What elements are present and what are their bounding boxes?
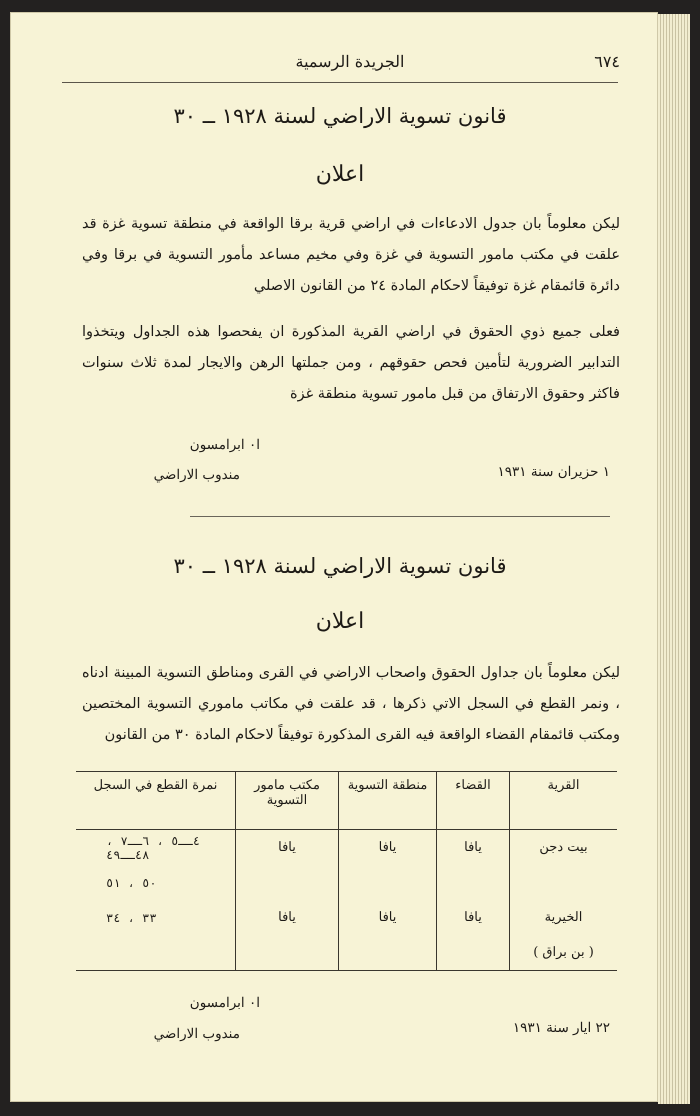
cell-office [236,865,339,900]
notice2-date: ٢٢ ايار سنة ١٩٣١ [512,1020,610,1036]
cell-office: يافا [236,830,339,866]
table-row [76,830,617,866]
table-row [76,900,617,935]
cell-office [236,935,339,971]
cell-office: يافا [236,900,339,935]
notice2-paragraph-1: ليكن معلوماً بان جداول الحقوق واصحاب الاراضي في القرى ومناطق التسوية المبينة ادناه ، ونمر القطع في السجل الاتي ذكرها ، قد علقت في مكاتب ماموري التسوية المختصين ومكتب قائمقام القضاء الواقعة فيه القرى المذكورة توفيقاً لاحكام المادة ٣٠ من القانون [82,665,620,743]
cell-village: الخيرية [510,900,618,935]
cell-village: بيت دجن [510,830,618,866]
cell-plots: ٤ــ٥ ، ٦ــ٧ ، ٤٨ــ٤٩ [106,833,200,862]
gazette-page [10,12,658,1102]
notice1-heading: اعلان [315,162,365,187]
cell-settlement-area: يافا [339,900,437,935]
cell-village: ( بن براق ) [510,935,618,971]
notice2-title: قانون تسوية الاراضي لسنة ١٩٢٨ ــ ٣٠ [173,554,507,578]
col-district-header: القضاء [437,772,510,830]
cell-district [437,865,510,900]
cell-district: يافا [437,830,510,866]
notice1-paragraph-1: ليكن معلوماً بان جدول الادعاءات في اراضي قرية برقا الواقعة في منطقة تسوية غزة قد علقت في مكتب مامور التسوية في غزة وفي مخيم مساعد مأمور التسوية في برقا وفي دائرة قائمقام غزة توفيقاً لاحكام المادة ٢٤ من القانون الاصلي [82,216,620,294]
cell-plots: ٥٠ ، ٥١ [106,875,157,890]
cell-district [437,935,510,971]
header-rule [62,82,618,83]
page-edges [658,14,690,1104]
table-row [76,865,617,900]
col-settlement-area-header: منطقة التسوية [339,772,437,830]
cell-settlement-area [339,865,437,900]
notice1-paragraph-2: فعلى جميع ذوي الحقوق في اراضي القرية المذكورة ان يفحصوا هذه الجداول ويتخذوا التدابير الضرورية لتأمين فحص حقوقهم ، ومن جملتها الرهن والايجار لمدة ثلاث سنوات فاكثر وحقوق الارتفاق من قبل مامور تسوية منطقة غزة [82,324,620,402]
col-village-header: القرية [510,772,618,830]
register-table [76,771,617,971]
cell-plots [76,935,236,971]
notice1-title: قانون تسوية الاراضي لسنة ١٩٢٨ ــ ٣٠ [173,104,507,128]
notice1-signer: ا٠ ابرامسون [189,437,260,453]
section-divider [190,516,610,517]
page-number: ٦٧٤ [594,52,620,71]
cell-village [510,865,618,900]
table-row [76,935,617,971]
table-header-row [76,772,617,830]
notice1-signer-title: مندوب الاراضي [153,467,240,483]
notice2-heading: اعلان [315,609,365,634]
cell-plots: ٣٣ ، ٣٤ [106,910,157,925]
notice2-signer-title: مندوب الاراضي [153,1026,240,1042]
cell-district: يافا [437,900,510,935]
notice1-date: ١ حزيران سنة ١٩٣١ [497,464,610,480]
cell-settlement-area [339,935,437,971]
notice2-signer: ا٠ ابرامسون [189,995,260,1011]
gazette-title: الجريدة الرسمية [295,52,405,71]
col-office-header: مكتب مامور التسوية [236,772,339,830]
col-plots-header: نمرة القطع في السجل [76,772,236,830]
cell-settlement-area: يافا [339,830,437,866]
